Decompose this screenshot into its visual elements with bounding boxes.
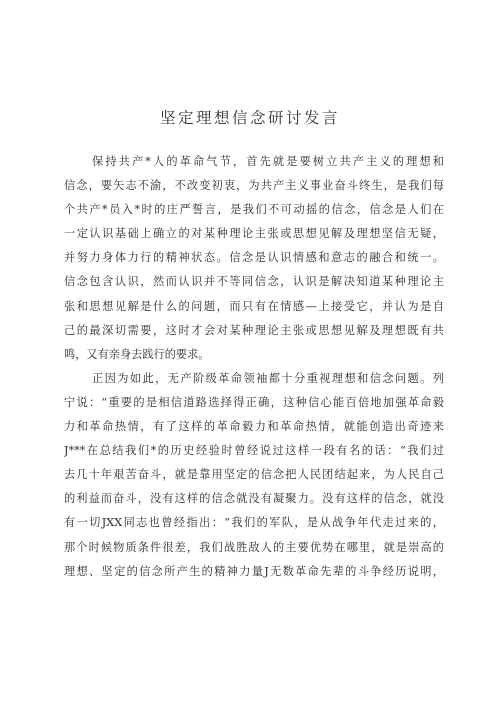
text-line: 鸣，又有亲身去践行的要求。 (64, 347, 210, 361)
document-body (64, 150, 444, 584)
text-line: 信念包含认识，然而认识并不等同信念，认识是解决知道某种理论主 (64, 275, 444, 289)
text-line: 有一切JXX同志也曾经指出：“我们的军队，是从战争年代走过来的， (64, 516, 444, 530)
text-line: 张和思想见解是什么的问题，而只有在情感—上接受它，并认为是自 (64, 299, 444, 313)
text-line: 去几十年艰苦奋斗，就是靠用坚定的信念把人民团结起来，为人民自己 (64, 468, 444, 482)
text-line: 并努力身体力行的精神状态。信念是认识情感和意志的融合和统一。 (64, 251, 444, 265)
text-line: 正因为如此，无产阶级革命领袖都十分重视理想和信念问题。列 (92, 371, 444, 385)
text-line: 一定认识基础上确立的对某种理论主张或思想见解及理想坚信无疑， (64, 227, 444, 241)
text-line: 的利益而奋斗，没有这样的信念就没有凝聚力。没有这样的信念，就没 (64, 492, 444, 506)
text-line: 保持共产*人的革命气节，首先就是要树立共产主义的理想和 (92, 155, 444, 168)
paragraph (64, 150, 444, 367)
text-line: 个共产*员入*时的庄严誓言，是我们不可动摇的信念，信念是人们在 (64, 203, 444, 217)
text-line: 宁说：“重要的是相信道路选择得正确，这种信心能百倍地加强革命毅 (64, 395, 444, 409)
text-line: 理想、坚定的信念所产生的精神力量J无数革命先辈的斗争经历说明， (64, 564, 444, 578)
text-line: 那个时候物质条件很差，我们战胜敌人的主要优势在哪里，就是崇高的 (64, 540, 444, 554)
text-line: 力和革命热情，有了这样的革命毅力和革命热情，就能创造出奇迹来 (64, 420, 444, 434)
text-line: 己的最深切需要，这时才会对某种理论主张或思想见解及理想既有共 (64, 323, 444, 337)
paragraph (64, 367, 444, 584)
document-title: 坚定理想信念研讨发言 (159, 109, 340, 127)
text-line: 信念，要矢志不渝，不改变初衷，为共产主义事业奋斗终生，是我们每 (64, 179, 444, 193)
text-line: J***在总结我们*的历史经验时曾经说过这样一段有名的话：“我们过 (64, 444, 444, 458)
